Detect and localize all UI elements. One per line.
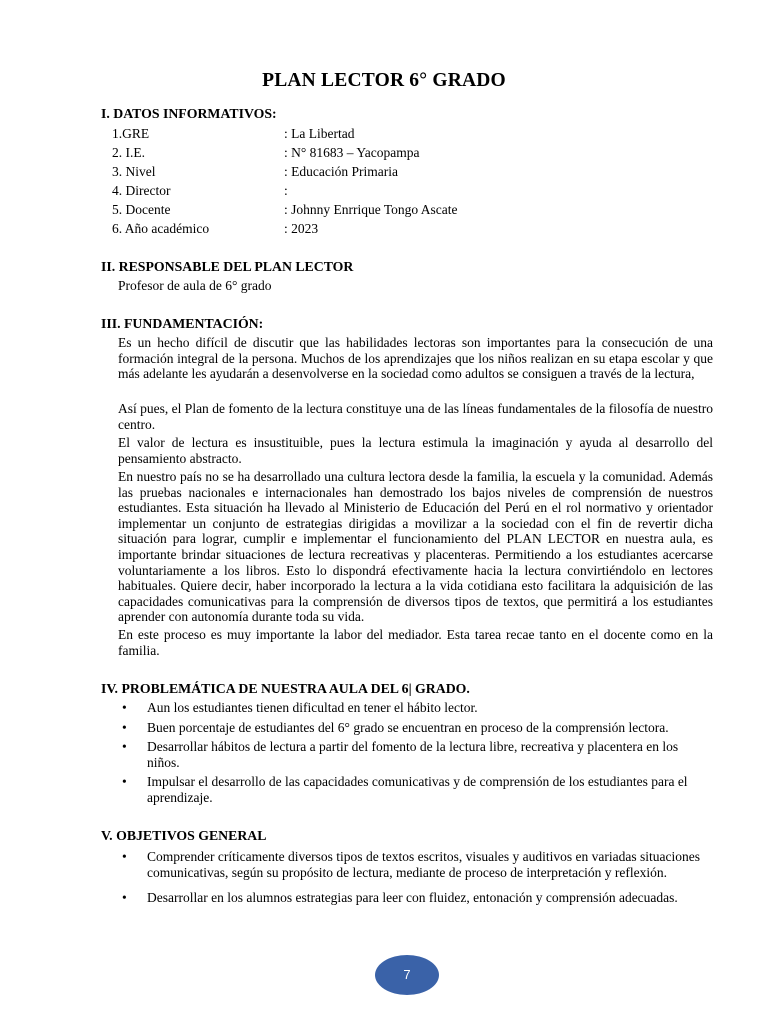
problematica-list: [118, 700, 713, 806]
fundamentacion-paragraph: En este proceso es muy importante la labor del mediador. Esta tarea recae tanto en el docente como en la familia.: [118, 627, 713, 658]
info-value: :: [284, 183, 288, 198]
info-row: [112, 202, 458, 218]
info-row: [112, 164, 398, 180]
section-objetivos-heading: V. OBJETIVOS GENERAL: [101, 828, 267, 843]
list-item: [118, 774, 713, 805]
info-value: : Educación Primaria: [284, 164, 398, 179]
list-item: [118, 849, 713, 880]
info-label: 3. Nivel: [112, 164, 156, 179]
bullet-icon: •: [122, 719, 127, 735]
section-problematica-heading: IV. PROBLEMÁTICA DE NUESTRA AULA DEL 6| GRADO.: [101, 681, 470, 696]
list-item-text: Desarrollar hábitos de lectura a partir del fomento de la lectura libre, recreativa y placentera en los niños.: [147, 739, 679, 770]
info-row: [112, 145, 420, 161]
info-value: : La Libertad: [284, 126, 355, 141]
bullet-icon: •: [122, 849, 127, 864]
info-row: [112, 183, 288, 199]
info-label: 4. Director: [112, 183, 171, 198]
list-item-text: Comprender críticamente diversos tipos de textos escritos, visuales y auditivos en variadas situaciones comunicativas, según su propósito de lectura, mediante de proceso de interpretación y reflexión.: [147, 849, 700, 880]
list-item: [118, 720, 713, 736]
bullet-icon: •: [122, 774, 127, 790]
info-label: 5. Docente: [112, 202, 171, 217]
info-row: [112, 221, 318, 237]
info-label: 1.GRE: [112, 126, 150, 141]
list-item-text: Desarrollar en los alumnos estrategias para leer con fluidez, entonación y comprensión adecuadas.: [147, 890, 678, 906]
info-value: : N° 81683 – Yacopampa: [284, 145, 420, 160]
fundamentacion-paragraph: En nuestro país no se ha desarrollado una cultura lectora desde la familia, la escuela y la comunidad. Además las pruebas nacionales e internacionales han demostrado los bajos niveles de comprensión de nuestros estudiantes. Esta situación ha llevado al Ministerio de Educación del Perú en el rol normativo y orientador implementar un conjunto de estrategias dirigidas a movilizar a la sociedad con el fin de revertir dicha situación para lograr, cumplir e implementar el funcionamiento del PLAN LECTOR en nuestra aula, es importante brindar situaciones de lectura recreativas y placenteras. Permitiendo a los estudiantes acercarse voluntariamente a los libros. Esto lo dispondrá efectivamente hacia la lectura convirtiéndolo en lectores habituales. Quiere decir, haber incorporado la lectura a la vida cotidiana esto facilitara la adquisición de las capacidades comunicativas para la comprensión de diversos tipos de textos, que permitirá a los estudiantes aprender con autonomía durante toda su vida.: [118, 469, 713, 625]
info-label: 2. I.E.: [112, 145, 145, 160]
page-number-badge: 7: [375, 955, 439, 995]
list-item-text: Impulsar el desarrollo de las capacidades comunicativas y de comprensión de los estudiantes para el aprendizaje.: [147, 774, 688, 805]
list-item: [118, 739, 713, 770]
responsable-text: Profesor de aula de 6° grado: [118, 278, 272, 293]
info-value: : Johnny Enrrique Tongo Ascate: [284, 202, 458, 217]
fundamentacion-paragraph: Así pues, el Plan de fomento de la lectura constituye una de las líneas fundamentales de la filosofía de nuestro centro.: [118, 401, 713, 432]
fundamentacion-paragraph: Es un hecho difícil de discutir que las habilidades lectoras son importantes para la consecución de una formación integral de la persona. Muchos de los aprendizajes que los niños realizan en su etapa escolar y que más adelante les ayudarán a desenvolverse en la sociedad como adultos se consiguen a través de la lectura,: [118, 335, 713, 382]
info-label: 6. Año académico: [112, 221, 210, 236]
bullet-icon: •: [122, 739, 127, 755]
info-value: : 2023: [284, 221, 319, 236]
section-responsable-heading: II. RESPONSABLE DEL PLAN LECTOR: [101, 259, 354, 274]
section-fundamentacion-heading: III. FUNDAMENTACIÓN:: [101, 316, 264, 331]
section-datos-informativos-heading: I. DATOS INFORMATIVOS:: [101, 106, 277, 121]
list-item-text: Buen porcentaje de estudiantes del 6° grado se encuentran en proceso de la comprensión lectora.: [147, 719, 669, 735]
list-item: [118, 890, 713, 906]
bullet-icon: •: [122, 700, 127, 715]
fundamentacion-paragraph: El valor de lectura es insustituible, pues la lectura estimula la imaginación y ayuda al desarrollo del pensamiento abstracto.: [118, 435, 713, 466]
list-item: [118, 700, 713, 716]
document-title: PLAN LECTOR 6° GRADO: [262, 70, 506, 91]
info-row: [112, 126, 354, 142]
list-item-text: Aun los estudiantes tienen dificultad en tener el hábito lector.: [147, 700, 478, 715]
objetivos-list: [118, 849, 713, 906]
bullet-icon: •: [122, 890, 127, 906]
